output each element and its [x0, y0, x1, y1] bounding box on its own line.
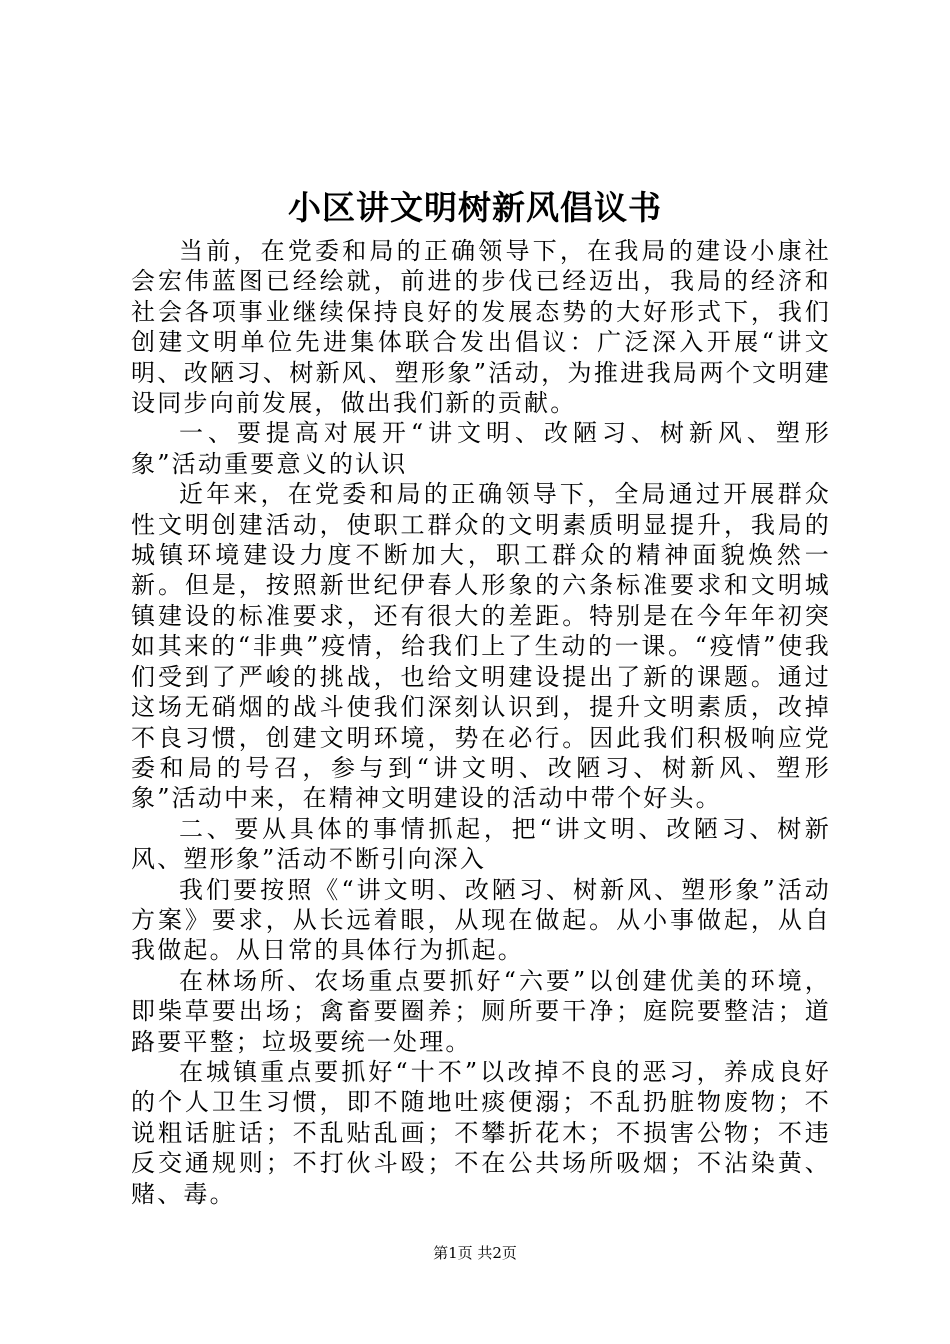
- paragraph-section-1: 近年来，在党委和局的正确领导下，全局通过开展群众性文明创建活动，使职工群众的文明素质明显提升，我局的城镇环境建设力度不断加大，职工群众的精神面貌焕然一新。但是，按照新世纪伊春人形象的六条标准要求和文明城镇建设的标准要求，还有很大的差距。特别是在今年年初突如其来的“非典”疫情，给我们上了生动的一课。“疫情”使我们受到了严峻的挑战，也给文明建设提出了新的课题。通过这场无硝烟的战斗使我们深刻认识到，提升文明素质，改掉不良习惯，创建文明环境，势在必行。因此我们积极响应党委和局的号召，参与到“讲文明、改陋习、树新风、塑形象”活动中来，在精神文明建设的活动中带个好头。: [131, 480, 831, 813]
- section-heading-2: 二、要从具体的事情抓起，把“讲文明、改陋习、树新风、塑形象”活动不断引向深入: [131, 814, 831, 874]
- document-body: [131, 236, 831, 1209]
- document-title: 小区讲文明树新风倡议书: [288, 188, 662, 227]
- paragraph-ten-donts: 在城镇重点要抓好“十不”以改掉不良的恶习，养成良好的个人卫生习惯，即不随地吐痰便溺；不乱扔脏物废物；不说粗话脏话；不乱贴乱画；不攀折花木；不损害公物；不违反交通规则；不打伙斗殴；不在公共场所吸烟；不沾染黄、赌、毒。: [131, 1057, 831, 1208]
- paragraph-intro: 当前，在党委和局的正确领导下，在我局的建设小康社会宏伟蓝图已经绘就，前进的步伐已经迈出，我局的经济和社会各项事业继续保持良好的发展态势的大好形式下，我们创建文明单位先进集体联合发出倡议：广泛深入开展“讲文明、改陋习、树新风、塑形象”活动，为推进我局两个文明建设同步向前发展，做出我们新的贡献。: [131, 237, 831, 418]
- page-number-footer: 第1页 共2页: [433, 1244, 517, 1262]
- section-heading-1: 一、要提高对展开“讲文明、改陋习、树新风、塑形象”活动重要意义的认识: [131, 419, 831, 478]
- paragraph-six-musts: 在林场所、农场重点要抓好“六要”以创建优美的环境，即柴草要出场；禽畜要圈养；厕所要干净；庭院要整洁；道路要平整；垃圾要统一处理。: [131, 966, 831, 1056]
- paragraph-section-2: 我们要按照《“讲文明、改陋习、树新风、塑形象”活动方案》要求，从长远着眼，从现在做起。从小事做起，从自我做起。从日常的具体行为抓起。: [131, 875, 831, 965]
